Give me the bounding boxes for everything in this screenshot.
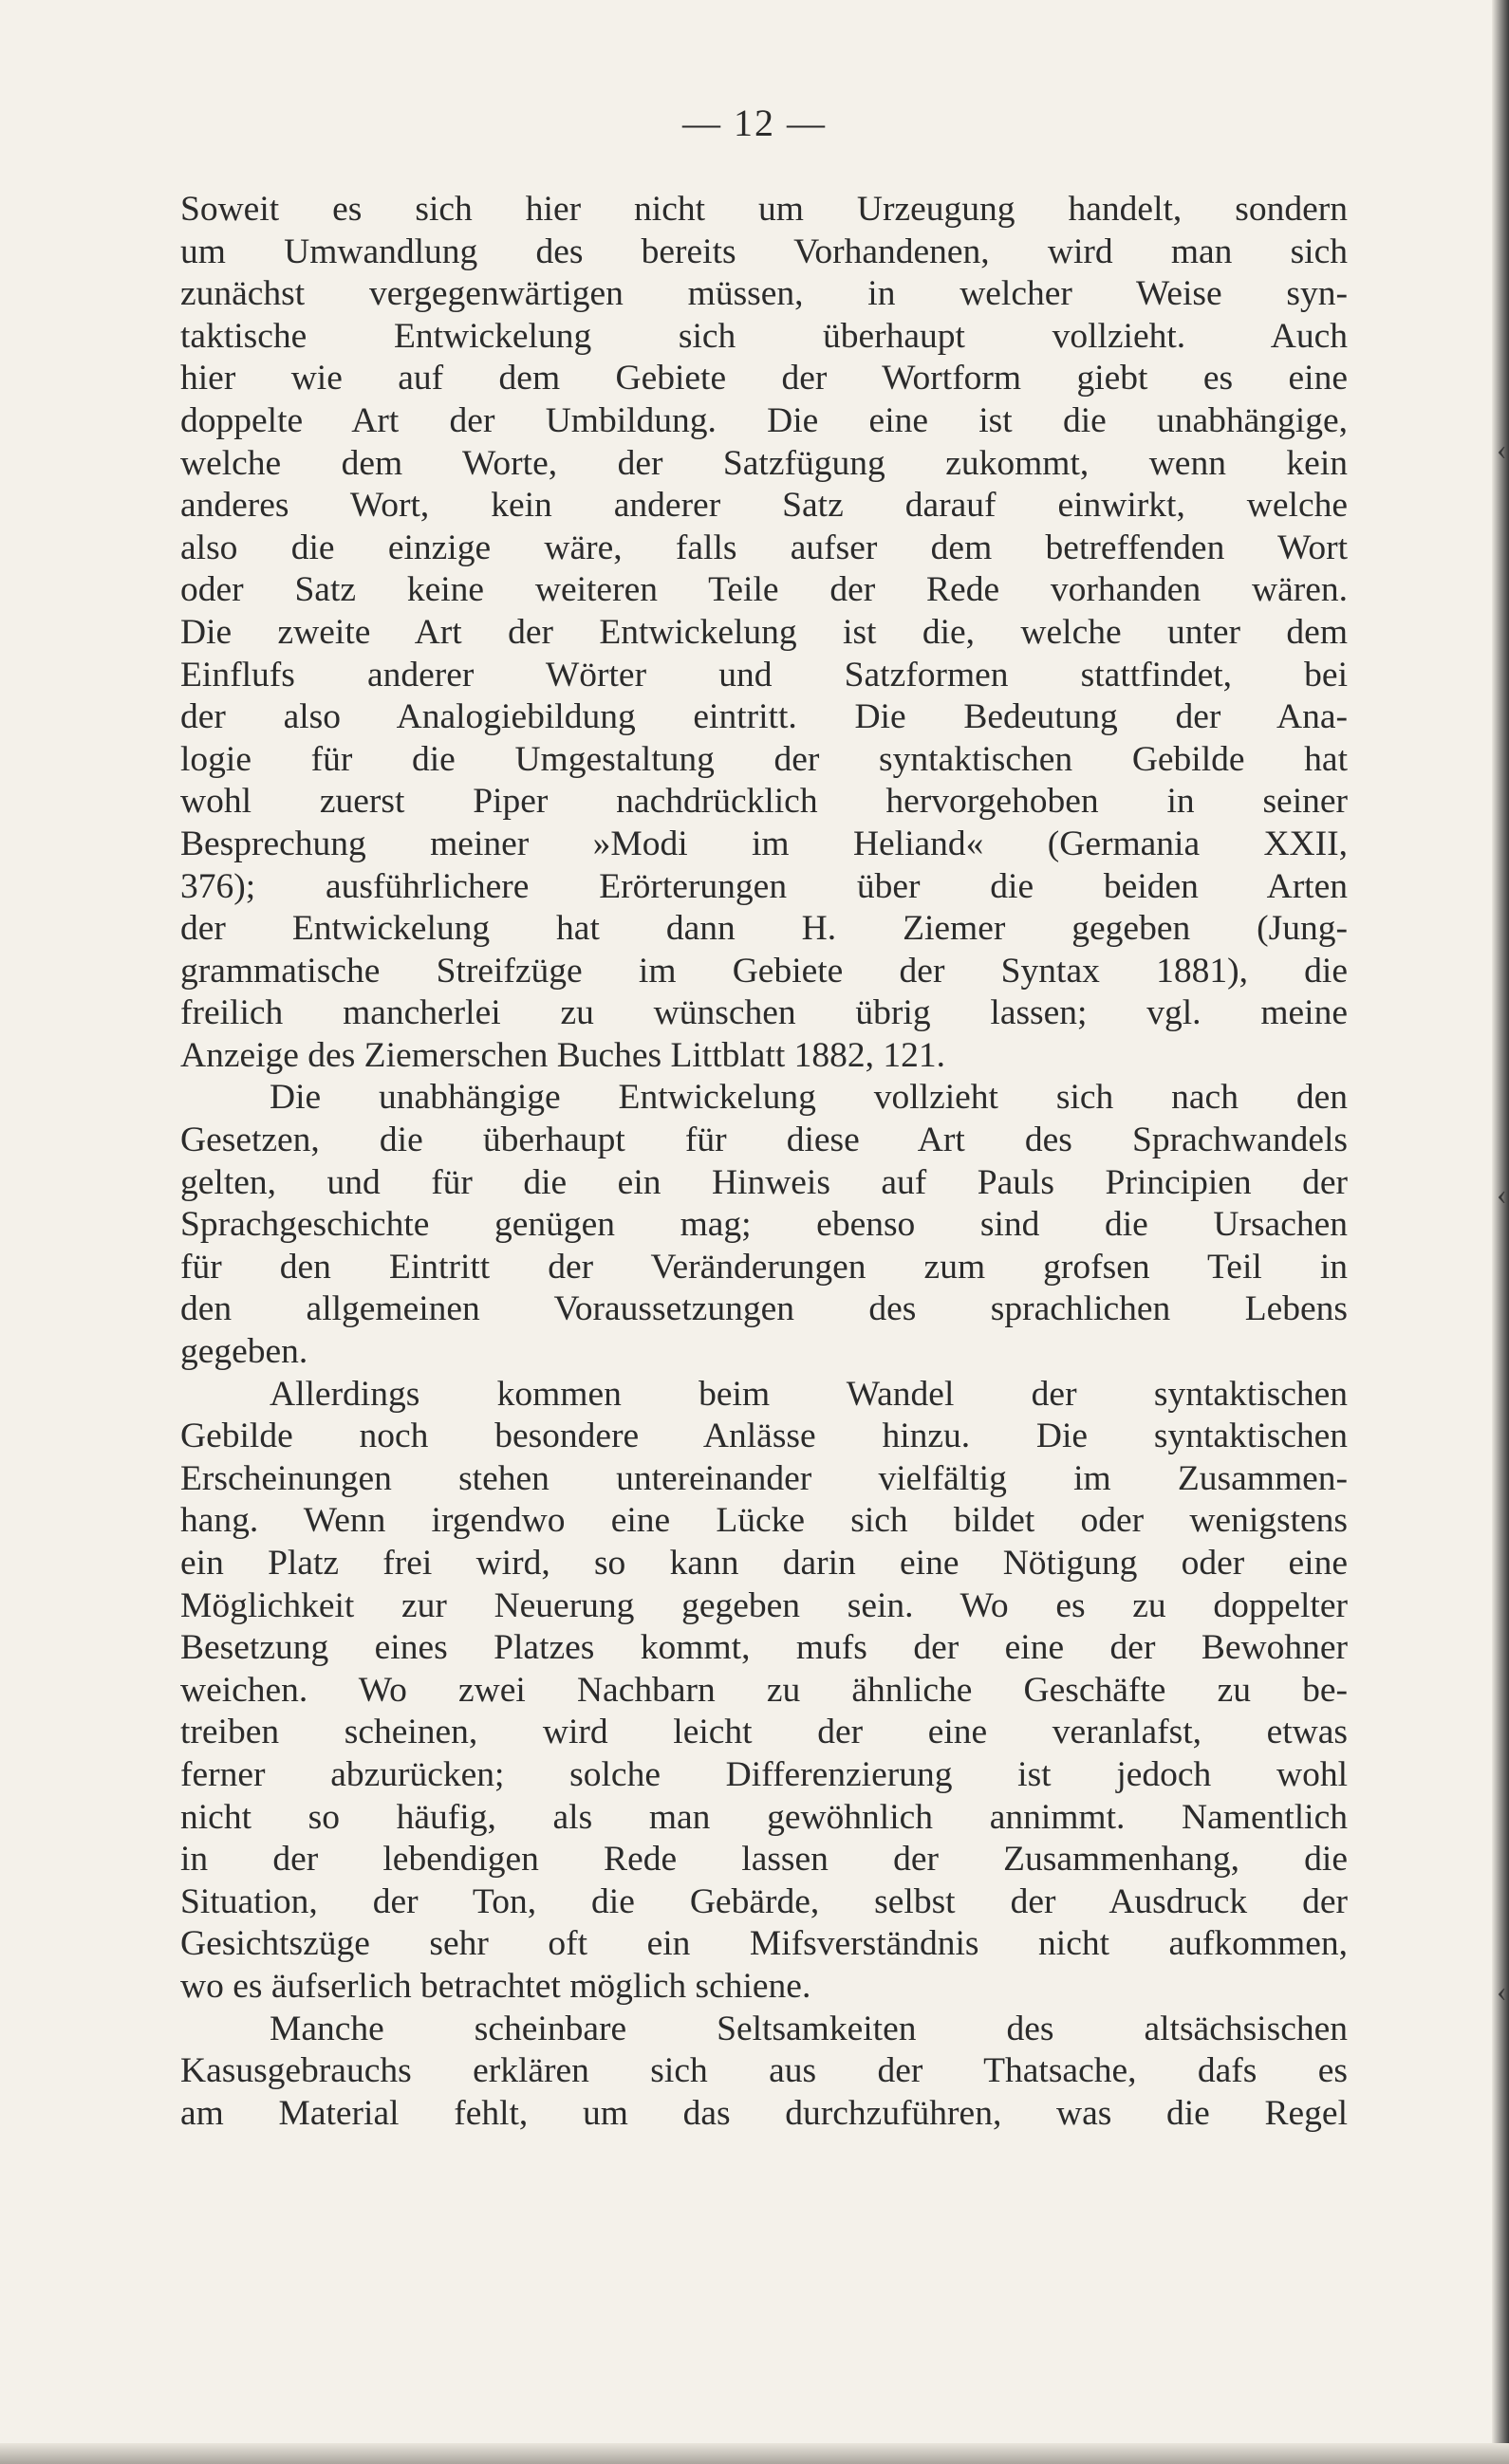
scan-edge-bottom: [0, 2443, 1509, 2464]
text-line: Die zweite Art der Entwickelung ist die, welche unter dem: [180, 612, 1348, 652]
text-line: Allerdings kommen beim Wandel der syntaktischen: [270, 1374, 1348, 1414]
text-line: Die unabhängige Entwickelung vollzieht sich nach den: [270, 1078, 1348, 1118]
text-line: taktische Entwickelung sich überhaupt vollzieht. Auch: [180, 316, 1348, 356]
text-line: der also Analogiebildung eintritt. Die Bedeutung der Ana-: [180, 697, 1348, 737]
text-line: oder Satz keine weiteren Teile der Rede vorhanden wären.: [180, 570, 1348, 610]
text-line: Möglichkeit zur Neuerung gegeben sein. Wo es zu doppelter: [180, 1585, 1348, 1625]
text-line: Besprechung meiner »Modi im Heliand« (Germania XXII,: [180, 824, 1348, 863]
margin-mark: ‹: [1497, 1973, 1507, 2008]
text-line: hier wie auf dem Gebiete der Wortform giebt es eine: [180, 359, 1348, 398]
paragraph: [180, 2009, 1348, 2136]
text-line: Situation, der Ton, die Gebärde, selbst der Ausdruck der: [180, 1881, 1348, 1921]
text-line: Kasusgebrauchs erklären sich aus der Thatsache, dafs es: [180, 2051, 1348, 2091]
text-line: ein Platz frei wird, so kann darin eine Nötigung oder eine: [180, 1544, 1348, 1583]
text-line: weichen. Wo zwei Nachbarn zu ähnliche Geschäfte zu be-: [180, 1670, 1348, 1710]
text-line: nicht so häufig, als man gewöhnlich annimmt. Namentlich: [180, 1797, 1348, 1837]
text-line: wohl zuerst Piper nachdrücklich hervorgehoben in seiner: [180, 782, 1348, 822]
text-line: um Umwandlung des bereits Vorhandenen, wird man sich: [180, 232, 1348, 271]
text-line: Sprachgeschichte genügen mag; ebenso sind die Ursachen: [180, 1205, 1348, 1245]
text-line: Besetzung eines Platzes kommt, mufs der eine der Bewohner: [180, 1628, 1348, 1668]
margin-mark: ‹: [1497, 432, 1507, 466]
text-line: der Entwickelung hat dann H. Ziemer gegeben (Jung-: [180, 909, 1348, 949]
text-line: Manche scheinbare Seltsamkeiten des altsächsischen: [270, 2009, 1348, 2048]
paragraph: [180, 189, 1348, 1077]
text-line: welche dem Worte, der Satzfügung zukommt, wenn kein: [180, 443, 1348, 483]
text-line: Erscheinungen stehen untereinander vielfältig im Zusammen-: [180, 1458, 1348, 1498]
text-line: wo es äufserlich betrachtet möglich schiene.: [180, 1966, 811, 2006]
scan-edge-right: [1492, 0, 1509, 2464]
text-line: in der lebendigen Rede lassen der Zusammenhang, die: [180, 1840, 1348, 1880]
text-line: ferner abzurücken; solche Differenzierung ist jedoch wohl: [180, 1754, 1348, 1794]
page-number-header: — 12 —: [682, 102, 827, 144]
text-line: grammatische Streifzüge im Gebiete der Syntax 1881), die: [180, 951, 1348, 991]
text-line: Gesichtszüge sehr oft ein Mifsverständnis nicht aufkommen,: [180, 1924, 1348, 1964]
text-line: doppelte Art der Umbildung. Die eine ist die unabhängige,: [180, 400, 1348, 440]
text-line: zunächst vergegenwärtigen müssen, in welcher Weise syn-: [180, 274, 1348, 314]
text-line: treiben scheinen, wird leicht der eine veranlafst, etwas: [180, 1713, 1348, 1752]
text-line: Gesetzen, die überhaupt für diese Art des Sprachwandels: [180, 1121, 1348, 1160]
text-line: freilich mancherlei zu wünschen übrig lassen; vgl. meine: [180, 993, 1348, 1033]
body-text: [180, 189, 1348, 2135]
paragraph: [180, 1077, 1348, 1373]
text-line: gelten, und für die ein Hinweis auf Pauls Principien der: [180, 1162, 1348, 1202]
text-line: logie für die Umgestaltung der syntaktischen Gebilde hat: [180, 739, 1348, 779]
text-line: also die einzige wäre, falls aufser dem betreffenden Wort: [180, 528, 1348, 567]
text-line: anderes Wort, kein anderer Satz darauf einwirkt, welche: [180, 486, 1348, 526]
text-line: gegeben.: [180, 1332, 308, 1372]
text-line: Soweit es sich hier nicht um Urzeugung handelt, sondern: [180, 190, 1348, 229]
paragraph: [180, 1374, 1348, 2009]
text-line: am Material fehlt, um das durchzuführen, was die Regel: [180, 2093, 1348, 2133]
text-line: Anzeige des Ziemerschen Buches Littblatt 1882, 121.: [180, 1035, 946, 1075]
text-line: den allgemeinen Voraussetzungen des sprachlichen Lebens: [180, 1289, 1348, 1329]
margin-mark: ‹: [1497, 1176, 1507, 1211]
text-line: hang. Wenn irgendwo eine Lücke sich bildet oder wenigstens: [180, 1501, 1348, 1541]
text-line: Gebilde noch besondere Anlässe hinzu. Die syntaktischen: [180, 1417, 1348, 1456]
text-line: 376); ausführlichere Erörterungen über die beiden Arten: [180, 866, 1348, 906]
text-line: für den Eintritt der Veränderungen zum grofsen Teil in: [180, 1247, 1348, 1287]
text-line: Einflufs anderer Wörter und Satzformen stattfindet, bei: [180, 655, 1348, 695]
